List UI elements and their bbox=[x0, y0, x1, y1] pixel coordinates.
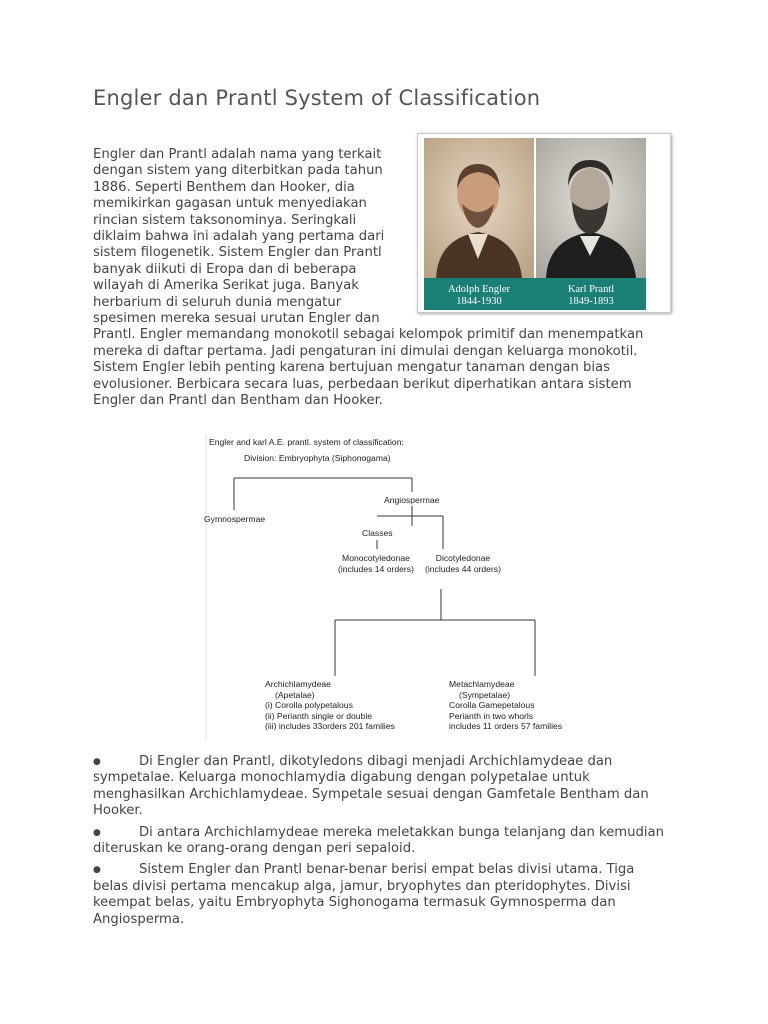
intro-paragraph: Engler dan Prantl adalah nama yang terkait dengan sistem yang diterbitkan pada tahun 1886. Seperti Benthem dan Hooker, dia memikirkan gagasan untuk menyediakan rincian sistem taksonominya. Seringkali diklaim bahwa ini adalah yang pertama dari sistem filogenetik. Sistem Engler dan Prantl banyak diikuti di Eropa dan di beberapa wilayah di Amerika Serikat juga. Banyak herbarium di seluruh dunia mengatur spesimen mereka sesuai urutan Engler dan Prantl. Engler memandang monokotil sebagai kelompok primitif dan menempatkan mereka di daftar pertama. Jadi pengaturan ini dimulai dengan keluarga monokotil. Sistem Engler lebih penting karena bertujuan mengatur tanaman dengan bias evolusioner. Berbicara secara luas, perbedaan berikut diperhatikan antara sistem Engler dan Prantl dan Bentham dan Hooker. bbox=[93, 147, 644, 409]
list-item bbox=[93, 862, 671, 928]
page-title: Engler dan Prantl System of Classification bbox=[93, 86, 541, 110]
node-angiospermae: Angiospermae bbox=[384, 495, 440, 505]
meta-line: (Sympetalae) bbox=[459, 689, 511, 700]
node-monocotyledonae bbox=[338, 553, 414, 574]
diagram-heading: Engler and karl A.E. prantl. system of classification: bbox=[209, 437, 404, 447]
node-monocotyledonae-label: Monocotyledonae bbox=[342, 553, 410, 563]
bullet-icon: ● bbox=[93, 827, 101, 838]
node-monocotyledonae-orders: (includes 14 orders) bbox=[338, 563, 414, 574]
photo-caption-engler-years: 1844-1930 bbox=[456, 296, 502, 307]
node-classes: Classes bbox=[362, 528, 393, 538]
node-dicotyledonae bbox=[425, 553, 501, 574]
archi-line: Archichlamydeae bbox=[265, 679, 331, 689]
list-item bbox=[93, 825, 671, 858]
photo-caption-engler-name: Adolph Engler bbox=[447, 284, 511, 295]
meta-line: Corolla Gamepetalous bbox=[449, 700, 535, 710]
node-gymnospermae: Gymnospermae bbox=[204, 514, 266, 524]
bullet-icon: ● bbox=[93, 865, 101, 876]
portrait-photo bbox=[417, 133, 671, 313]
archi-line: (iii) includes 33orders 201 families bbox=[265, 721, 395, 731]
list-item-text: Di Engler dan Prantl, dikotyledons dibagi menjadi Archichlamydeae dan sympetalae. Keluarga monochlamydia digabung dengan polypetalae untuk menghasilkan Archichlamydeae. Sympetale sesuai dengan Gamfetale Bentham dan Hooker. bbox=[93, 754, 649, 819]
classification-diagram bbox=[203, 434, 567, 739]
meta-line: Metachlamydeae bbox=[449, 679, 515, 689]
intro-section bbox=[93, 147, 671, 410]
list-item bbox=[93, 754, 671, 820]
diagram-division: Division: Embryophyta (Siphonogama) bbox=[244, 453, 391, 463]
list-item-text: Sistem Engler dan Prantl benar-benar berisi empat belas divisi utama. Tiga belas divisi pertama mencakup alga, jamur, bryophytes dan pteridophytes. Divisi keempat belas, yaitu Embryophyta Sighonogama termasuk Gymnosperma dan Angiosperma. bbox=[93, 862, 635, 927]
archi-line: (ii) Perianth single or double bbox=[265, 710, 373, 721]
photo-caption-prantl-years: 1849-1893 bbox=[568, 296, 614, 307]
node-archichlamydeae bbox=[265, 679, 395, 732]
bullet-icon: ● bbox=[93, 757, 101, 767]
photo-caption-prantl-name: Karl Prantl bbox=[567, 284, 615, 295]
meta-line: Perianth in two whorls bbox=[449, 710, 534, 721]
node-dicotyledonae-orders: (includes 44 orders) bbox=[425, 563, 501, 574]
bullet-list bbox=[93, 754, 671, 933]
meta-line: includes 11 orders 57 families bbox=[449, 721, 563, 731]
node-metachlamydeae bbox=[449, 679, 562, 732]
archi-line: (Apetalae) bbox=[275, 689, 315, 700]
archi-line: (i) Corolla polypetalous bbox=[265, 700, 353, 710]
list-item-text: Di antara Archichlamydeae mereka meletakkan bunga telanjang dan kemudian diteruskan ke orang-orang dengan peri sepaloid. bbox=[93, 824, 664, 857]
node-dicotyledonae-label: Dicotyledonae bbox=[435, 553, 491, 563]
